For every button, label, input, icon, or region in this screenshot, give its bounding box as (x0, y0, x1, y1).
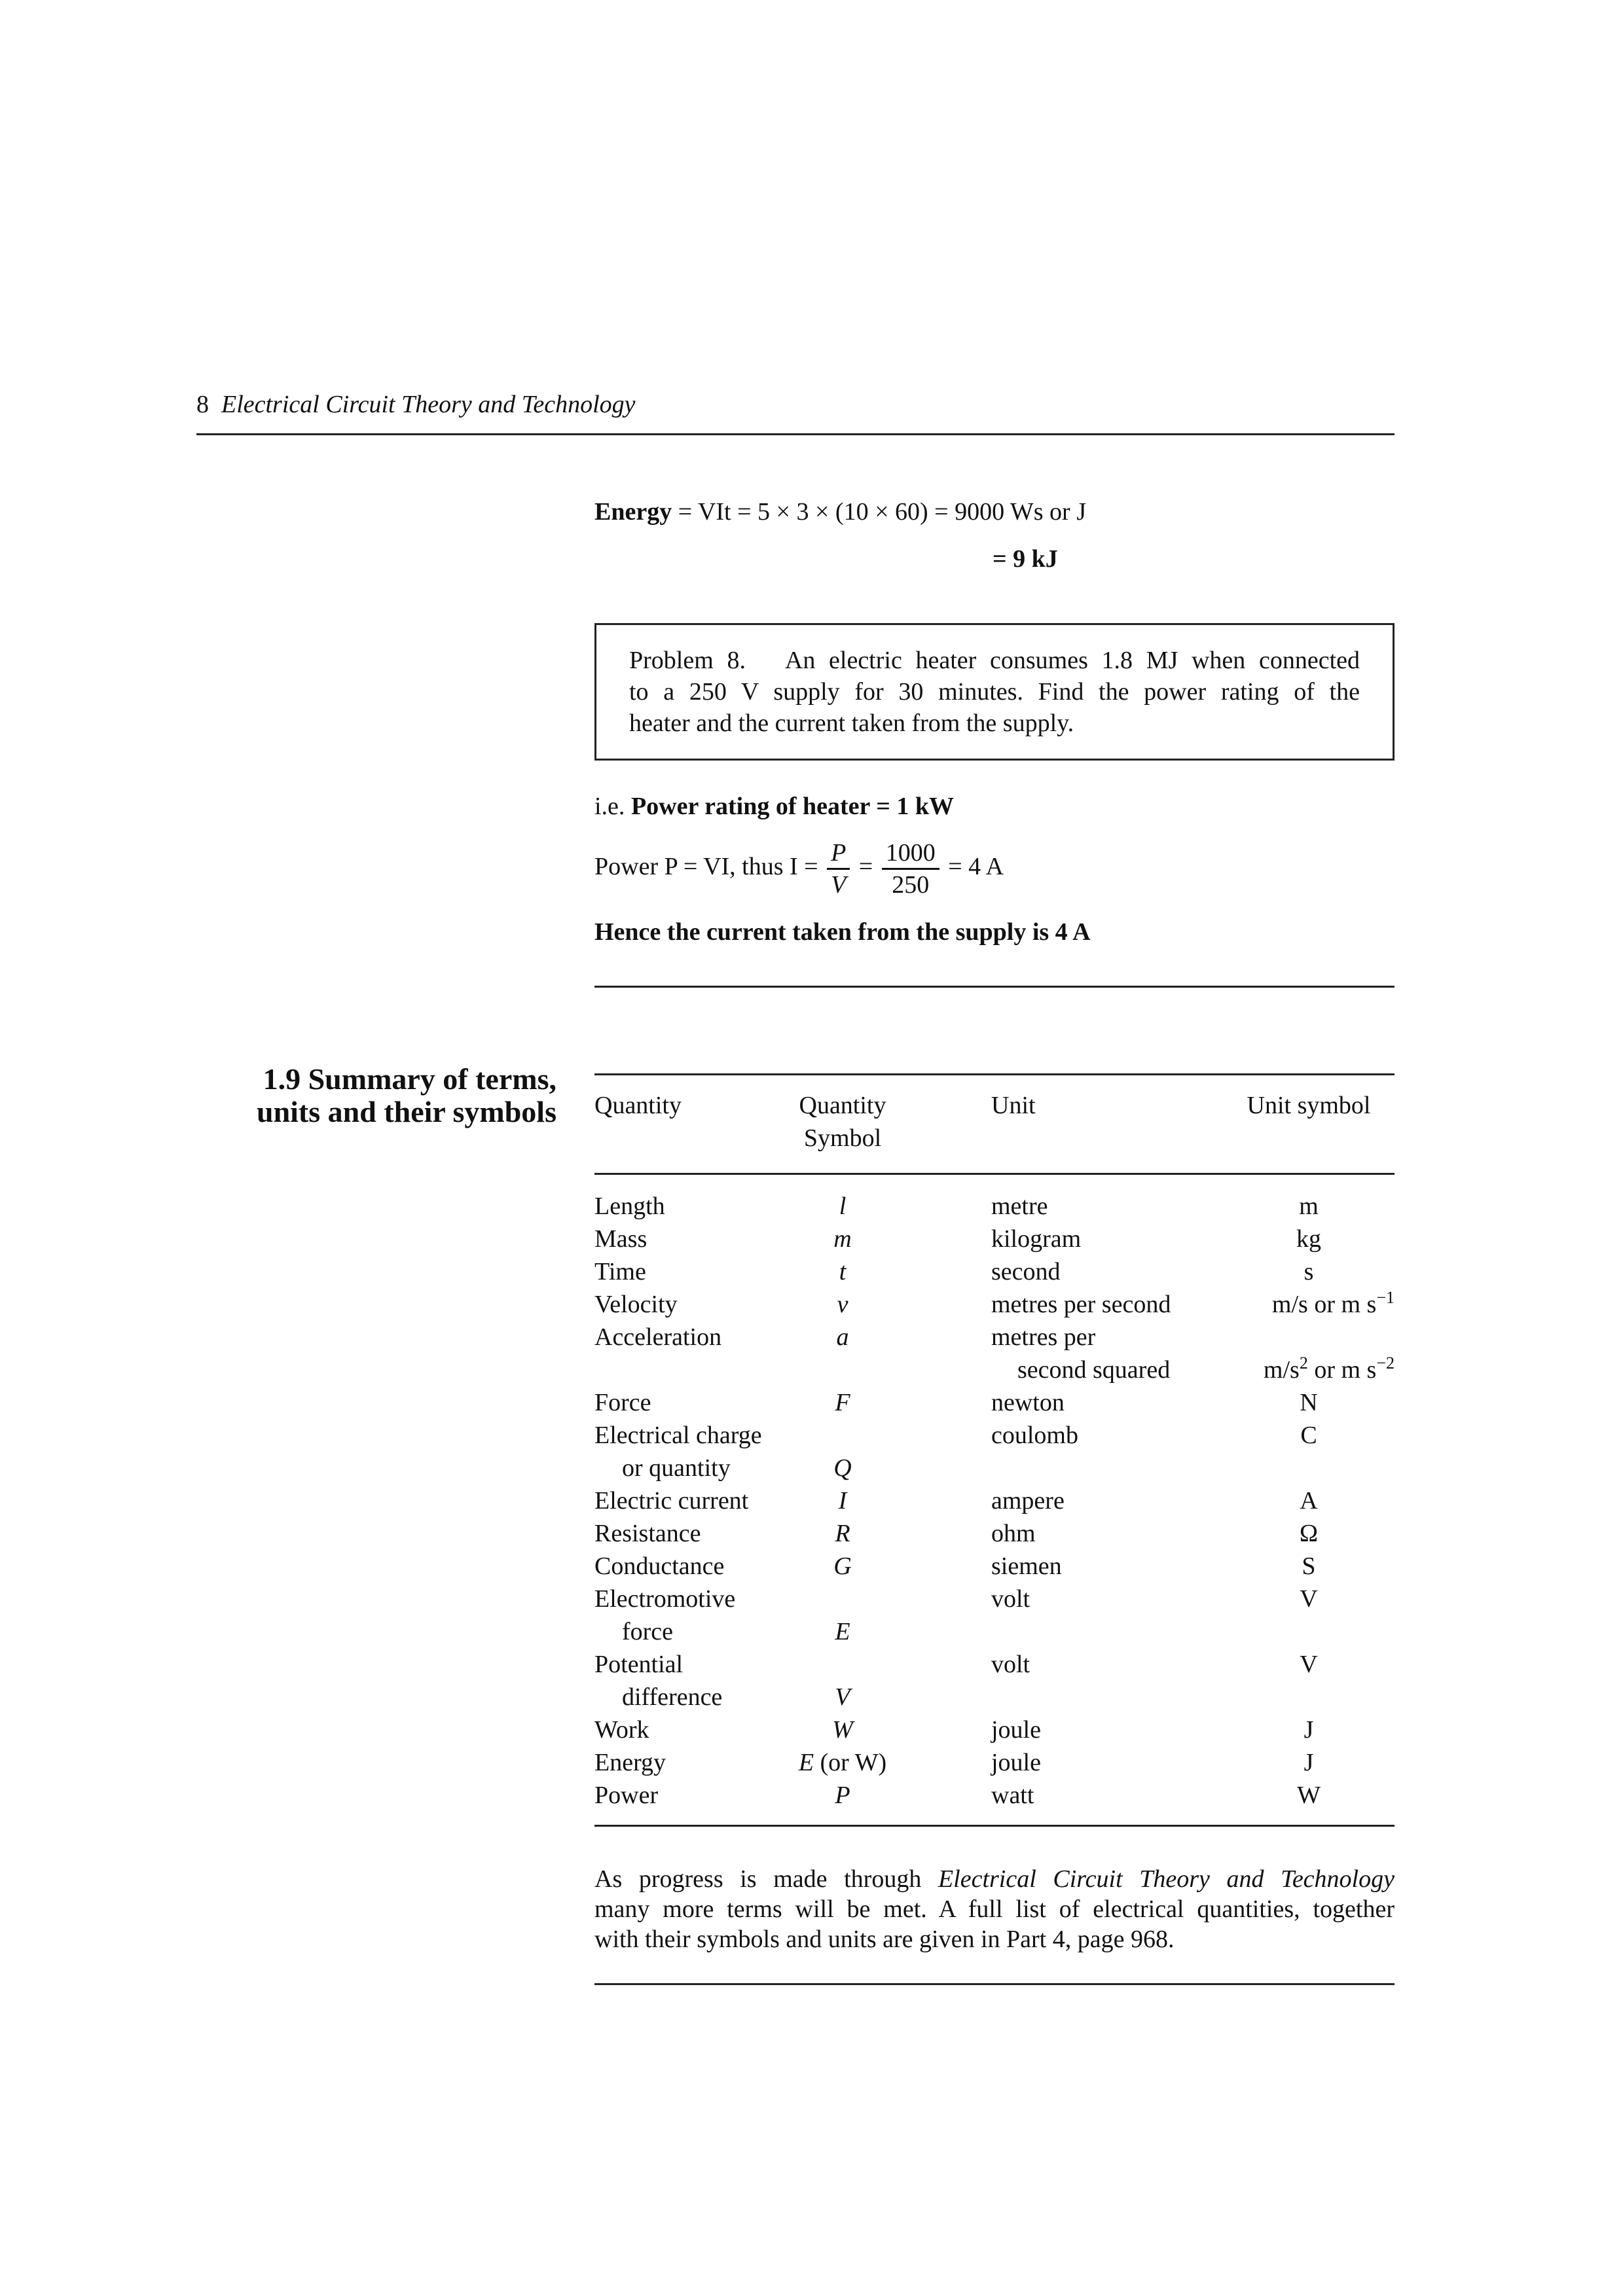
table-row (594, 1681, 1395, 1713)
table-row (594, 1190, 1395, 1223)
table-row (594, 1615, 1395, 1648)
symbol-cell: V (835, 1683, 850, 1711)
table-row (594, 1255, 1395, 1288)
table-row (594, 1648, 1395, 1681)
power-rating-result: Power rating of heater = 1 kW (630, 793, 954, 820)
unit-cell: kilogram (991, 1225, 1082, 1253)
quantity-cell: Energy (594, 1749, 666, 1776)
quantity-cell: Acceleration (594, 1323, 722, 1351)
unit-symbol-cell: C (1300, 1422, 1317, 1449)
unit-symbol-text: m/s or m s (1271, 1291, 1377, 1318)
unit-cell: ampere (991, 1487, 1065, 1515)
quantity-cell: difference (622, 1683, 723, 1711)
table-row (594, 1288, 1395, 1321)
section-heading-line-2: units and their symbols (256, 1095, 556, 1128)
quantity-cell: Resistance (594, 1520, 701, 1547)
unit-symbol-cell (1223, 1354, 1395, 1386)
closing-book-title: Electrical Circuit Theory and Technology (938, 1865, 1395, 1893)
unit-symbol-cell: J (1304, 1749, 1314, 1776)
energy-expression: = VIt = 5 × 3 × (10 × 60) = 9000 Ws or J (672, 498, 1086, 526)
quantity-cell: Time (594, 1258, 646, 1285)
quantity-cell: Length (594, 1193, 665, 1220)
running-header (196, 390, 636, 419)
power-rating-line (594, 792, 954, 821)
problem-box (594, 623, 1395, 761)
table-header-rule (594, 1173, 1395, 1175)
table-row (594, 1517, 1395, 1550)
header-quantity: Quantity (594, 1092, 682, 1119)
unit-symbol-cell: Ω (1299, 1520, 1319, 1547)
unit-symbol-text: or m s (1307, 1356, 1377, 1384)
table-row (594, 1583, 1395, 1615)
symbol-cell: R (835, 1520, 850, 1547)
symbol-cell: W (832, 1716, 853, 1744)
unit-symbol-exponent: −1 (1376, 1288, 1395, 1307)
energy-equation (594, 497, 1086, 526)
symbol-text: E (798, 1749, 814, 1776)
header-symbol-line-1: Quantity (799, 1092, 886, 1119)
unit-cell: watt (991, 1782, 1034, 1809)
table-row (594, 1223, 1395, 1255)
symbol-suffix: (or W) (814, 1749, 887, 1776)
header-symbol-line-2: Symbol (803, 1124, 882, 1152)
closing-rule (594, 1983, 1395, 1985)
symbol-cell: P (835, 1782, 850, 1809)
unit-cell: ohm (991, 1520, 1036, 1547)
energy-result: = 9 kJ (993, 545, 1058, 573)
table-row (594, 1779, 1395, 1812)
fraction-1-denominator: V (831, 871, 847, 899)
problem-line-1 (629, 645, 1360, 676)
book-title: Electrical Circuit Theory and Technology (221, 391, 636, 418)
unit-symbol-cell: V (1300, 1651, 1318, 1678)
problem-line-2: to a 250 V supply for 30 minutes. Find the power rating of the (629, 678, 1360, 706)
quantity-cell: Power (594, 1782, 659, 1809)
symbol-cell: I (838, 1487, 847, 1515)
header-rule (196, 433, 1395, 435)
table-row (594, 1550, 1395, 1583)
ie-prefix: i.e. (594, 793, 631, 820)
unit-symbol-cell: N (1300, 1389, 1318, 1416)
unit-symbol-cell: W (1297, 1782, 1321, 1809)
unit-symbol-base-exponent: 2 (1299, 1354, 1308, 1372)
problem-label: Problem 8. (629, 647, 746, 674)
symbol-cell (761, 1746, 924, 1779)
unit-cell: siemen (991, 1552, 1062, 1580)
fraction-1-numerator: P (827, 838, 850, 870)
problem-line-3: heater and the current taken from the supply. (629, 709, 1074, 737)
current-conclusion: Hence the current taken from the supply is 4 A (594, 918, 1091, 946)
table-row (594, 1746, 1395, 1779)
table-row (594, 1354, 1395, 1386)
fraction-p-over-v (827, 838, 850, 900)
unit-cell: volt (991, 1651, 1030, 1678)
energy-label: Energy (594, 498, 672, 526)
symbol-cell: E (835, 1618, 850, 1645)
fraction-2-denominator: 250 (892, 871, 930, 899)
fraction-1000-over-250 (882, 838, 939, 900)
quantity-cell: Potential (594, 1651, 684, 1678)
closing-line-2: many more terms will be met. A full list of electrical quantities, together (594, 1895, 1395, 1923)
table-row (594, 1419, 1395, 1452)
quantity-cell: Work (594, 1716, 649, 1744)
current-suffix: = 4 A (941, 853, 1004, 881)
header-unit: Unit (991, 1092, 1036, 1119)
current-prefix: Power P = VI, thus I = (594, 853, 825, 881)
unit-symbol-cell: V (1300, 1585, 1318, 1613)
fraction-2-numerator: 1000 (882, 838, 939, 870)
symbol-cell: G (833, 1552, 852, 1580)
unit-cell: second (991, 1258, 1061, 1285)
unit-cell: volt (991, 1585, 1030, 1613)
unit-cell: joule (991, 1749, 1041, 1776)
problem-end-rule (594, 986, 1395, 988)
symbol-cell: t (839, 1258, 847, 1285)
unit-cell: joule (991, 1716, 1041, 1744)
symbol-cell: Q (833, 1454, 852, 1482)
unit-symbol-base: m/s (1263, 1356, 1300, 1384)
quantity-cell: Electromotive (594, 1585, 736, 1613)
table-row (594, 1452, 1395, 1484)
closing-line-1 (594, 1864, 1395, 1894)
section-heading (196, 1063, 556, 1128)
unit-symbol-exponent: −2 (1376, 1354, 1395, 1372)
unit-cell: newton (991, 1389, 1065, 1416)
symbol-cell: v (837, 1291, 848, 1318)
equals-sign: = (852, 853, 879, 881)
closing-paragraph (594, 1864, 1395, 1954)
symbol-cell: a (836, 1323, 849, 1351)
quantity-cell: or quantity (622, 1454, 731, 1482)
section-heading-line-1: 1.9 Summary of terms, (263, 1062, 556, 1096)
current-equation (594, 838, 1004, 900)
symbol-cell: m (833, 1225, 852, 1253)
symbol-cell: l (839, 1193, 847, 1220)
quantity-cell: Conductance (594, 1552, 725, 1580)
unit-symbol-cell: J (1304, 1716, 1314, 1744)
unit-symbol-cell: m (1299, 1193, 1319, 1220)
unit-symbol-cell: A (1300, 1487, 1318, 1515)
header-unit-symbol: Unit symbol (1247, 1092, 1371, 1119)
quantity-cell: Mass (594, 1225, 647, 1253)
table-row (594, 1484, 1395, 1517)
problem-text-1: An electric heater consumes 1.8 MJ when connected (784, 647, 1360, 674)
unit-cell: metre (991, 1193, 1048, 1220)
unit-cell: second squared (1017, 1356, 1171, 1384)
closing-line-1-text: As progress is made through (594, 1865, 938, 1893)
quantity-cell: Electric current (594, 1487, 749, 1515)
quantity-cell: Force (594, 1389, 651, 1416)
unit-symbol-cell: s (1304, 1258, 1314, 1285)
quantity-cell: Velocity (594, 1291, 678, 1318)
page-number: 8 (196, 391, 209, 418)
header-quantity-symbol (761, 1089, 924, 1155)
table-bottom-rule (594, 1825, 1395, 1827)
unit-symbol-cell: S (1302, 1552, 1316, 1580)
quantity-cell: Electrical charge (594, 1422, 762, 1449)
unit-symbol-cell (1223, 1288, 1395, 1321)
unit-cell: metres per second (991, 1291, 1171, 1318)
closing-line-3: with their symbols and units are given in Part 4, page 968. (594, 1926, 1175, 1953)
table-row (594, 1713, 1395, 1746)
unit-cell: coulomb (991, 1422, 1078, 1449)
unit-cell: metres per (991, 1323, 1096, 1351)
quantity-cell: force (622, 1618, 674, 1645)
table-row (594, 1386, 1395, 1419)
symbol-cell: F (835, 1389, 850, 1416)
table-row (594, 1321, 1395, 1354)
table-top-rule (594, 1073, 1395, 1075)
unit-symbol-cell: kg (1296, 1225, 1321, 1253)
